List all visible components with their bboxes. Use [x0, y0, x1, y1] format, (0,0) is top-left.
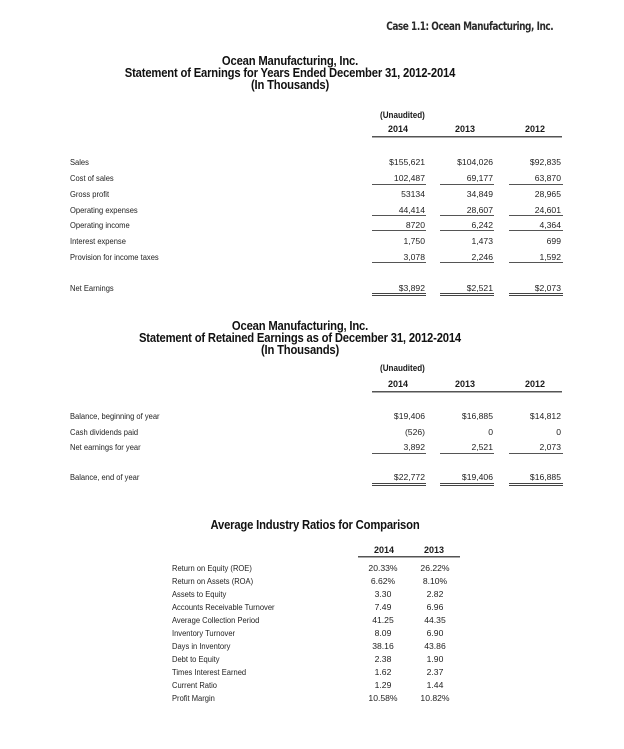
retained-total-cell: $16,885 [529, 472, 561, 482]
retained-cell: 2,073 [539, 442, 561, 452]
subtotal-rule [509, 230, 563, 231]
ratio-value-2014: 8.09 [374, 628, 392, 638]
ratio-value-2013: 2.82 [426, 589, 444, 599]
earnings-row-label: Sales [70, 157, 89, 167]
ratio-label: Current Ratio [172, 680, 217, 690]
ratio-value-2013: 1.90 [426, 654, 444, 664]
earnings-cell: 63,870 [534, 173, 561, 183]
subtotal-rule [509, 215, 563, 216]
earnings-cell: 34,849 [466, 189, 493, 199]
subtotal-rule [509, 184, 563, 185]
earnings-year-2012: 2012 [524, 124, 546, 134]
earnings-row-label: Provision for income taxes [70, 252, 159, 262]
earnings-cell: 24,601 [534, 205, 561, 215]
ratio-label: Return on Equity (ROE) [172, 563, 252, 573]
retained-cell: $16,885 [461, 411, 493, 421]
subtotal-rule [440, 215, 494, 216]
ratio-value-2013: 10.82% [420, 693, 450, 703]
earnings-header-rule [372, 136, 562, 138]
retained-cell: (526) [404, 427, 425, 437]
earnings-total-cell: $2,073 [534, 283, 561, 293]
earnings-row-label: Gross profit [70, 189, 110, 199]
ratio-label: Profit Margin [172, 693, 215, 703]
earnings-cell: 2,246 [471, 252, 493, 262]
retained-unaudited-label: (Unaudited) [380, 363, 425, 374]
retained-company-name: Ocean Manufacturing, Inc. [231, 319, 369, 333]
ratio-label: Return on Assets (ROA) [172, 576, 254, 586]
earnings-year-2013: 2013 [454, 124, 476, 134]
earnings-row-label: Interest expense [70, 236, 126, 246]
earnings-cell: 44,414 [398, 205, 425, 215]
ratio-label: Times Interest Earned [172, 667, 247, 677]
subtotal-rule [372, 453, 426, 454]
ratios-year-2014: 2014 [373, 545, 395, 555]
retained-row-label: Cash dividends paid [70, 427, 139, 437]
total-double-rule [509, 293, 563, 296]
retained-total-label: Balance, end of year [70, 472, 140, 482]
ratio-value-2014: 1.62 [374, 667, 392, 677]
subtotal-rule [509, 453, 563, 454]
ratio-value-2013: 26.22% [420, 563, 450, 573]
earnings-unaudited-label: (Unaudited) [380, 110, 425, 121]
retained-cell: $14,812 [529, 411, 561, 421]
ratio-value-2014: 20.33% [368, 563, 398, 573]
earnings-row-label: Operating expenses [70, 205, 138, 215]
retained-total-cell: $19,406 [461, 472, 493, 482]
earnings-cell: 4,364 [539, 220, 561, 230]
ratio-value-2014: 7.49 [374, 602, 392, 612]
earnings-cell: 102,487 [393, 173, 425, 183]
ratio-label: Average Collection Period [172, 615, 260, 625]
ratio-value-2013: 44.35 [424, 615, 446, 625]
ratio-value-2014: 1.29 [374, 680, 392, 690]
ratio-label: Assets to Equity [172, 589, 227, 599]
ratio-value-2014: 6.62% [370, 576, 396, 586]
subtotal-rule [372, 184, 426, 185]
earnings-cell: 8720 [405, 220, 425, 230]
retained-year-2014: 2014 [387, 379, 409, 389]
earnings-cell: 699 [546, 236, 561, 246]
ratio-value-2013: 8.10% [422, 576, 448, 586]
ratio-label: Inventory Turnover [172, 628, 236, 638]
subtotal-rule [440, 453, 494, 454]
earnings-cell: 53134 [401, 189, 425, 199]
ratios-year-2013: 2013 [423, 545, 445, 555]
retained-total-cell: $22,772 [393, 472, 425, 482]
ratio-value-2014: 38.16 [372, 641, 394, 651]
subtotal-rule [440, 184, 494, 185]
earnings-company-name: Ocean Manufacturing, Inc. [221, 54, 359, 68]
earnings-cell: $155,621 [389, 157, 425, 167]
ratio-value-2013: 1.44 [426, 680, 444, 690]
retained-cell: 3,892 [403, 442, 425, 452]
total-double-rule [372, 293, 426, 296]
case-title: Case 1.1: Ocean Manufacturing, Inc. [386, 19, 554, 33]
subtotal-rule [372, 215, 426, 216]
ratio-label: Debt to Equity [172, 654, 220, 664]
total-double-rule [440, 483, 494, 486]
earnings-cell: $104,026 [457, 157, 493, 167]
retained-title: Statement of Retained Earnings as of December 31, 2012-2014 [138, 331, 462, 345]
ratio-value-2014: 3.30 [374, 589, 392, 599]
earnings-cell: 1,473 [471, 236, 493, 246]
retained-row-label: Net earnings for year [70, 442, 141, 452]
ratios-title: Average Industry Ratios for Comparison [210, 518, 420, 532]
subtotal-rule [440, 262, 494, 263]
subtotal-rule [509, 262, 563, 263]
earnings-cell: 1,750 [403, 236, 425, 246]
earnings-cell: 69,177 [466, 173, 493, 183]
total-double-rule [440, 293, 494, 296]
earnings-total-cell: $2,521 [466, 283, 493, 293]
ratios-header-rule [358, 556, 460, 558]
retained-cell: 0 [488, 427, 493, 437]
earnings-title: Statement of Earnings for Years Ended December 31, 2012-2014 [124, 66, 456, 80]
earnings-total-cell: $3,892 [398, 283, 425, 293]
ratio-value-2014: 41.25 [372, 615, 394, 625]
earnings-row-label: Operating income [70, 220, 130, 230]
earnings-cell: $92,835 [529, 157, 561, 167]
earnings-year-2014: 2014 [387, 124, 409, 134]
earnings-cell: 28,965 [534, 189, 561, 199]
earnings-row-label: Cost of sales [70, 173, 114, 183]
ratio-value-2013: 6.96 [426, 602, 444, 612]
retained-cell: 0 [556, 427, 561, 437]
earnings-cell: 6,242 [471, 220, 493, 230]
earnings-cell: 1,592 [539, 252, 561, 262]
ratio-value-2013: 2.37 [426, 667, 444, 677]
subtotal-rule [440, 230, 494, 231]
retained-units: (In Thousands) [260, 343, 340, 357]
retained-year-2013: 2013 [454, 379, 476, 389]
ratio-label: Accounts Receivable Turnover [172, 602, 275, 612]
retained-year-2012: 2012 [524, 379, 546, 389]
retained-cell: 2,521 [471, 442, 493, 452]
total-double-rule [372, 483, 426, 486]
ratio-value-2013: 6.90 [426, 628, 444, 638]
retained-cell: $19,406 [393, 411, 425, 421]
retained-row-label: Balance, beginning of year [70, 411, 160, 421]
retained-header-rule [372, 391, 562, 393]
earnings-units: (In Thousands) [250, 78, 330, 92]
ratio-label: Days in Inventory [172, 641, 231, 651]
subtotal-rule [372, 262, 426, 263]
total-double-rule [509, 483, 563, 486]
earnings-cell: 3,078 [403, 252, 425, 262]
ratio-value-2014: 2.38 [374, 654, 392, 664]
subtotal-rule [372, 230, 426, 231]
ratio-value-2014: 10.58% [368, 693, 398, 703]
ratio-value-2013: 43.86 [424, 641, 446, 651]
earnings-total-label: Net Earnings [70, 283, 114, 293]
earnings-cell: 28,607 [466, 205, 493, 215]
